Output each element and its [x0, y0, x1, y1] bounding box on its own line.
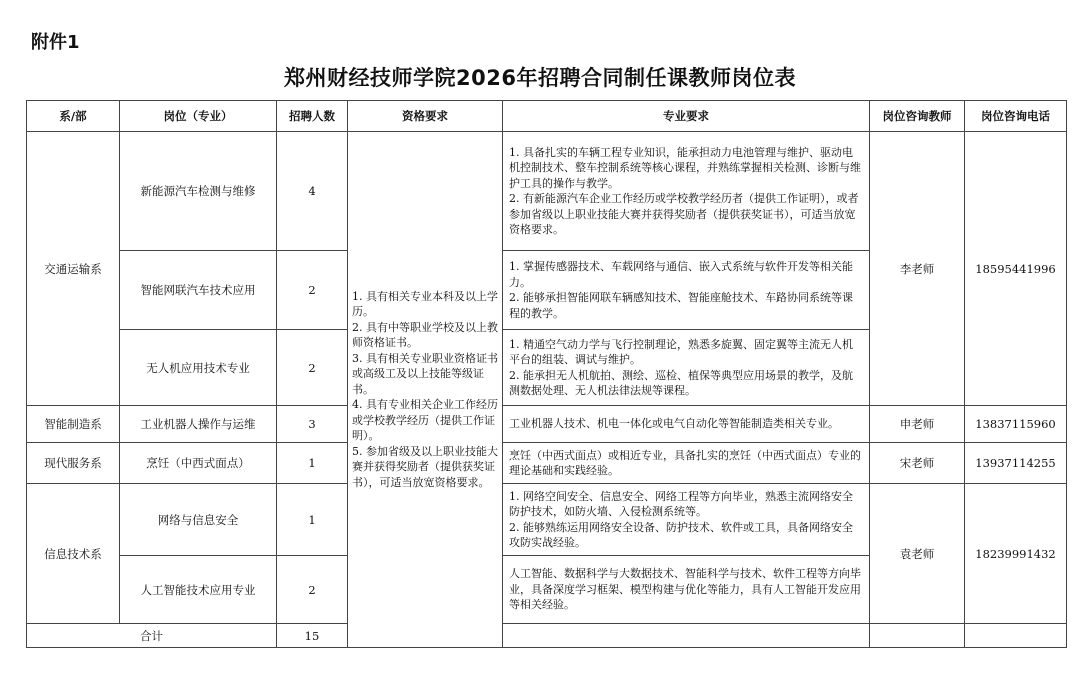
phone-cell: 13937114255	[965, 443, 1067, 484]
department-cell: 智能制造系	[27, 406, 120, 443]
header-phone: 岗位咨询电话	[965, 101, 1067, 132]
phone-cell: 13837115960	[965, 406, 1067, 443]
header-row	[27, 101, 1067, 132]
requirement-text: 烹饪（中西式面点）或相近专业，具备扎实的烹饪（中西式面点）专业的理论基础和实践经验。	[509, 448, 861, 477]
table-row	[27, 443, 1067, 484]
attachment-label: 附件1	[31, 32, 80, 53]
requirement-cell	[503, 132, 870, 251]
position-cell: 工业机器人操作与运维	[120, 406, 277, 443]
header-teacher: 岗位咨询教师	[870, 101, 965, 132]
requirement-cell	[503, 406, 870, 443]
qualification-text: 1. 具有相关专业本科及以上学历。 2. 具有中等职业学校及以上教师资格证书。 3. 具有相关专业职业资格证书或高级工及以上技能等级证书。 4. 具有专业相关企业工作经历或学校教学经历（提供工作证明）。 5. 参加省级及以上职业技能大赛并获得奖励者（提供获奖证书），可适当放宽资格要求。	[352, 289, 498, 489]
header-position: 岗位（专业）	[120, 101, 277, 132]
empty-cell	[870, 624, 965, 648]
table-row	[27, 406, 1067, 443]
requirement-cell	[503, 251, 870, 330]
header-count: 招聘人数	[277, 101, 348, 132]
requirement-text: 人工智能、数据科学与大数据技术、智能科学与技术、软件工程等方向毕业，具备深度学习框架、模型构建与优化等能力，具有人工智能开发应用等相关经验。	[509, 567, 861, 612]
header-requirement: 专业要求	[503, 101, 870, 132]
requirement-text: 工业机器人技术、机电一体化或电气自动化等智能制造类相关专业。	[509, 417, 839, 431]
header-qualification: 资格要求	[348, 101, 503, 132]
page-title: 郑州财经技师学院2026年招聘合同制任课教师岗位表	[284, 66, 796, 90]
table-row	[27, 132, 1067, 251]
position-table	[26, 100, 1067, 648]
total-label: 合计	[27, 624, 277, 648]
requirement-cell	[503, 443, 870, 484]
teacher-cell: 袁老师	[870, 484, 965, 624]
teacher-cell: 申老师	[870, 406, 965, 443]
teacher-cell: 李老师	[870, 132, 965, 406]
position-cell: 网络与信息安全	[120, 484, 277, 556]
phone-cell: 18595441996	[965, 132, 1067, 406]
requirement-text: 1. 具备扎实的车辆工程专业知识，能承担动力电池管理与维护、驱动电机控制技术、整车控制系统等核心课程，并熟练掌握相关检测、诊断与维护工具的操作与教学。 2. 有新能源汽车企业工作经历或学校教学经历者（提供工作证明），或者参加省级以上职业技能大赛并获得奖励者（提供获奖证书），可适当放宽资格要求。	[509, 145, 861, 236]
teacher-cell: 宋老师	[870, 443, 965, 484]
phone-cell: 18239991432	[965, 484, 1067, 624]
requirement-text: 1. 掌握传感器技术、车载网络与通信、嵌入式系统与软件开发等相关能力。 2. 能够承担智能网联车辆感知技术、智能座舱技术、车路协同系统等课程的教学。	[509, 260, 853, 320]
count-cell: 2	[277, 330, 348, 406]
requirement-cell	[503, 484, 870, 556]
total-row	[27, 624, 1067, 648]
empty-cell	[965, 624, 1067, 648]
qualification-cell	[348, 132, 503, 648]
requirement-cell	[503, 556, 870, 624]
count-cell: 4	[277, 132, 348, 251]
count-cell: 1	[277, 443, 348, 484]
position-cell: 人工智能技术应用专业	[120, 556, 277, 624]
position-cell: 智能网联汽车技术应用	[120, 251, 277, 330]
department-cell: 现代服务系	[27, 443, 120, 484]
requirement-cell	[503, 330, 870, 406]
header-department: 系/部	[27, 101, 120, 132]
position-cell: 烹饪（中西式面点）	[120, 443, 277, 484]
count-cell: 2	[277, 251, 348, 330]
count-cell: 3	[277, 406, 348, 443]
position-cell: 无人机应用技术专业	[120, 330, 277, 406]
empty-cell	[503, 624, 870, 648]
total-count: 15	[277, 624, 348, 648]
requirement-text: 1. 精通空气动力学与飞行控制理论，熟悉多旋翼、固定翼等主流无人机平台的组装、调试与维护。 2. 能承担无人机航拍、测绘、巡检、植保等典型应用场景的教学，及航测数据处理、无人机法律法规等课程。	[509, 337, 853, 397]
department-cell: 交通运输系	[27, 132, 120, 406]
table-row	[27, 484, 1067, 556]
count-cell: 2	[277, 556, 348, 624]
count-cell: 1	[277, 484, 348, 556]
department-cell: 信息技术系	[27, 484, 120, 624]
position-cell: 新能源汽车检测与维修	[120, 132, 277, 251]
requirement-text: 1. 网络空间安全、信息安全、网络工程等方向毕业，熟悉主流网络安全防护技术，如防火墙、入侵检测系统等。 2. 能够熟练运用网络安全设备、防护技术、软件或工具，具备网络安全攻防实战经验。	[509, 489, 853, 549]
